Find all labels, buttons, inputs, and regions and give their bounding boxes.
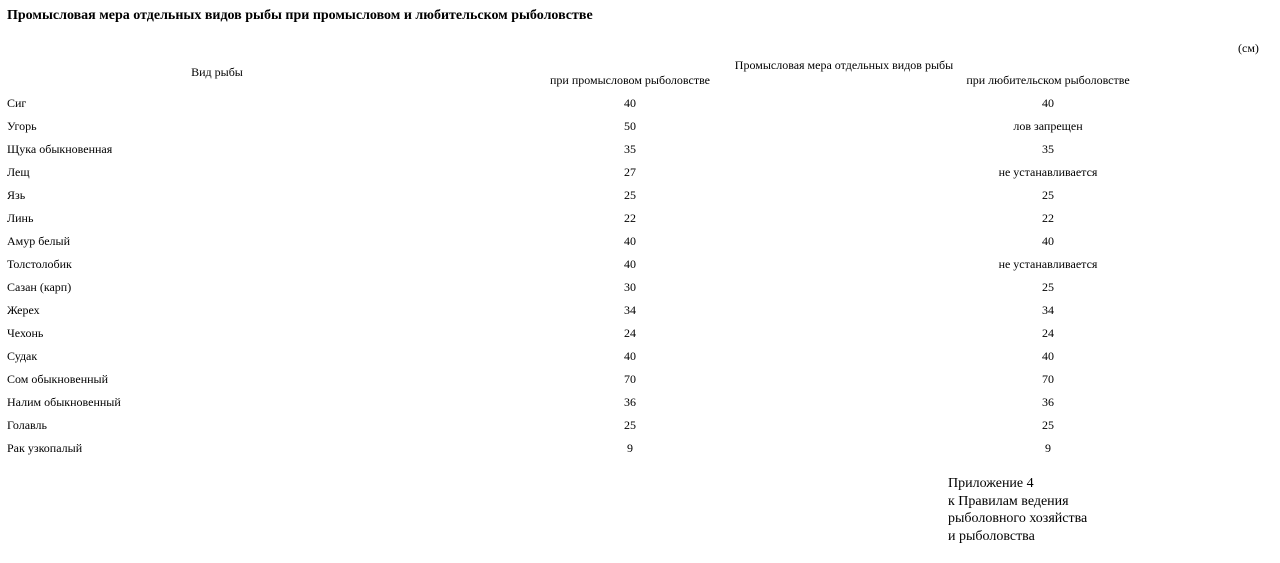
cell-amateur: 25	[1042, 280, 1054, 294]
page-title: Промысловая мера отдельных видов рыбы при промысловом и любительском рыболовстве	[7, 8, 593, 23]
header-amateur: при любительском рыболовстве	[966, 73, 1130, 87]
cell-species: Толстолобик	[7, 257, 72, 271]
cell-species: Чехонь	[7, 326, 44, 340]
cell-amateur: не устанавливается	[998, 165, 1098, 179]
table-row	[0, 185, 1280, 208]
cell-commercial: 30	[624, 280, 636, 294]
cell-commercial: 40	[624, 96, 636, 110]
cell-amateur: 9	[1045, 441, 1051, 455]
table-row	[0, 346, 1280, 369]
header-species: Вид рыбы	[191, 65, 243, 79]
cell-amateur: лов запрещен	[1013, 119, 1083, 133]
table-row	[0, 139, 1280, 162]
table-row	[0, 392, 1280, 415]
cell-commercial: 50	[624, 119, 636, 133]
table-row	[0, 277, 1280, 300]
cell-species: Сиг	[7, 96, 27, 110]
cell-species: Язь	[7, 188, 26, 202]
appendix-line: Приложение 4	[948, 476, 1034, 491]
table-row	[0, 323, 1280, 346]
header-commercial: при промысловом рыболовстве	[549, 73, 711, 87]
table-row	[0, 254, 1280, 277]
cell-amateur: 70	[1042, 372, 1054, 386]
header-group: Промысловая мера отдельных видов рыбы	[734, 58, 954, 72]
cell-species: Жерех	[7, 303, 40, 317]
appendix-line: рыболовного хозяйства	[948, 511, 1088, 526]
cell-species: Голавль	[7, 418, 48, 432]
cell-commercial: 35	[624, 142, 636, 156]
cell-commercial: 36	[624, 395, 636, 409]
cell-commercial: 34	[624, 303, 636, 317]
table-row	[0, 162, 1280, 185]
unit-label: (см)	[1238, 41, 1259, 55]
cell-amateur: 34	[1042, 303, 1054, 317]
cell-amateur: 40	[1042, 234, 1054, 248]
table-row	[0, 438, 1280, 461]
table-row	[0, 231, 1280, 254]
cell-commercial: 22	[624, 211, 636, 225]
cell-amateur: 25	[1042, 418, 1054, 432]
cell-species: Судак	[7, 349, 38, 363]
cell-amateur: 24	[1042, 326, 1054, 340]
table-row	[0, 415, 1280, 438]
cell-species: Амур белый	[7, 234, 71, 248]
cell-species: Сазан (карп)	[7, 280, 72, 294]
cell-commercial: 40	[624, 257, 636, 271]
cell-species: Налим обыкновенный	[7, 395, 121, 409]
cell-amateur: 40	[1042, 349, 1054, 363]
cell-commercial: 27	[624, 165, 636, 179]
cell-commercial: 25	[624, 188, 636, 202]
cell-commercial: 9	[627, 441, 633, 455]
cell-species: Угорь	[7, 119, 37, 133]
table-row	[0, 300, 1280, 323]
cell-amateur: 36	[1042, 395, 1054, 409]
appendix-line: и рыболовства	[948, 528, 1035, 544]
cell-commercial: 40	[624, 349, 636, 363]
cell-amateur: 35	[1042, 142, 1054, 156]
appendix-note	[948, 475, 1087, 545]
table-row	[0, 93, 1280, 116]
cell-species: Щука обыкновенная	[7, 142, 113, 156]
cell-commercial: 24	[624, 326, 636, 340]
cell-commercial: 70	[624, 372, 636, 386]
cell-species: Линь	[7, 211, 34, 225]
cell-amateur: 25	[1042, 188, 1054, 202]
cell-commercial: 40	[624, 234, 636, 248]
cell-commercial: 25	[624, 418, 636, 432]
appendix-line: к Правилам ведения	[948, 493, 1069, 509]
cell-amateur: не устанавливается	[998, 257, 1098, 271]
cell-amateur: 22	[1042, 211, 1054, 225]
cell-species: Сом обыкновенный	[7, 372, 109, 386]
table-row	[0, 208, 1280, 231]
cell-amateur: 40	[1042, 96, 1054, 110]
cell-species: Лещ	[7, 165, 30, 179]
table-row	[0, 116, 1280, 139]
table-body	[0, 93, 1280, 461]
cell-species: Рак узкопалый	[7, 441, 83, 455]
table-row	[0, 369, 1280, 392]
